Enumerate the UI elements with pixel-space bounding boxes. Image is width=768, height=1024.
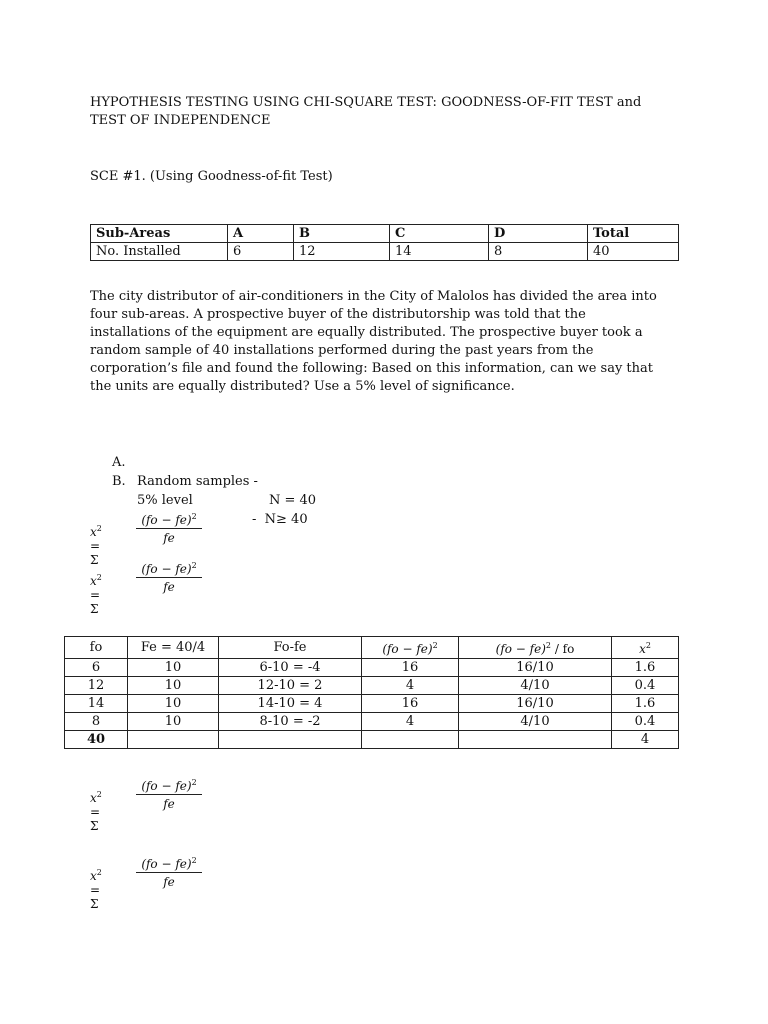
formula-numerator: (fo − fe)$^2$ xyxy=(136,778,202,795)
table-cell: 0.4 xyxy=(612,677,679,695)
table-cell: 40 xyxy=(588,243,679,261)
formula-fraction xyxy=(136,856,202,889)
formula-numerator: (fo − fe)$^2$ xyxy=(136,561,202,578)
list-value: - N≥ 40 xyxy=(252,512,308,527)
formula-lhs: $x^2 = \Sigma$ xyxy=(90,573,102,616)
table-cell: 10 xyxy=(128,713,219,731)
paragraph-line: four sub-areas. A prospective buyer of the distributorship was told that the xyxy=(90,307,586,322)
formula-lhs: $x^2 = \Sigma$ xyxy=(90,868,102,911)
list-value: N = 40 xyxy=(269,493,317,508)
table-cell: 16/10 xyxy=(459,695,612,713)
table-cell: 14 xyxy=(390,243,489,261)
table-cell: 16 xyxy=(362,695,459,713)
table-cell: fo xyxy=(65,637,128,659)
table-cell: 4 xyxy=(362,713,459,731)
computation-table xyxy=(64,636,679,749)
table-row xyxy=(91,243,679,261)
table-header-row xyxy=(91,225,679,243)
paragraph-line: installations of the equipment are equally distributed. The prospective buyer took a xyxy=(90,325,643,340)
formula-lhs: $x^2 = \Sigma$ xyxy=(90,790,102,833)
table-cell: 40 xyxy=(65,731,128,749)
table-cell: D xyxy=(489,225,588,243)
document-title xyxy=(90,94,690,130)
table-row xyxy=(65,695,679,713)
table-cell: 8-10 = -2 xyxy=(219,713,362,731)
table-cell: 6 xyxy=(228,243,294,261)
table-cell: 10 xyxy=(128,659,219,677)
table-cell: 0.4 xyxy=(612,713,679,731)
table-cell xyxy=(459,731,612,749)
table-cell: Fo-fe xyxy=(219,637,362,659)
sub-areas-table xyxy=(90,224,679,261)
formula-fraction xyxy=(136,778,202,811)
list-text: Random samples - xyxy=(137,474,258,489)
table-cell: 10 xyxy=(128,677,219,695)
table-cell xyxy=(219,731,362,749)
table-cell: A xyxy=(228,225,294,243)
list-marker: A. xyxy=(112,455,126,470)
formula-denominator: fe xyxy=(163,531,175,545)
table-cell: C xyxy=(390,225,489,243)
table-cell: Total xyxy=(588,225,679,243)
table-cell: 1.6 xyxy=(612,695,679,713)
paragraph-line: The city distributor of air-conditioners in the City of Malolos has divided the area into xyxy=(90,289,657,304)
list-text: 5% level xyxy=(137,493,193,508)
table-cell: 16 xyxy=(362,659,459,677)
title-line-1: HYPOTHESIS TESTING USING CHI-SQUARE TEST: GOODNESS-OF-FIT TEST and xyxy=(90,95,642,110)
problem-paragraph xyxy=(90,288,680,396)
paragraph-line: corporation’s file and found the following: Based on this information, can we say that xyxy=(90,361,653,376)
table-cell: 12 xyxy=(65,677,128,695)
table-row xyxy=(65,677,679,695)
formula-lhs: $x^2 = \Sigma$ xyxy=(90,524,102,567)
formula-fraction xyxy=(136,561,202,594)
table-cell: 14 xyxy=(65,695,128,713)
table-row xyxy=(65,659,679,677)
formula-denominator: fe xyxy=(163,875,175,889)
table-cell: Sub-Areas xyxy=(91,225,228,243)
table-cell: 12 xyxy=(294,243,390,261)
sce-label: SCE #1. (Using Goodness-of-fit Test) xyxy=(90,169,333,184)
table-cell: 12-10 = 2 xyxy=(219,677,362,695)
paragraph-line: random sample of 40 installations performed during the past years from the xyxy=(90,343,594,358)
formula-numerator: (fo − fe)$^2$ xyxy=(136,856,202,873)
table-cell: 16/10 xyxy=(459,659,612,677)
table-cell: 8 xyxy=(65,713,128,731)
table-cell: B xyxy=(294,225,390,243)
table-cell: (fo − fe)$^2$ / fo xyxy=(459,637,612,659)
table-cell: 1.6 xyxy=(612,659,679,677)
table-cell: 4/10 xyxy=(459,677,612,695)
table-cell: 4 xyxy=(612,731,679,749)
table-cell: 4/10 xyxy=(459,713,612,731)
table-cell: Fe = 40/4 xyxy=(128,637,219,659)
table-cell: 4 xyxy=(362,677,459,695)
table-cell xyxy=(128,731,219,749)
title-line-2: TEST OF INDEPENDENCE xyxy=(90,113,271,128)
formula-fraction xyxy=(136,512,202,545)
list-marker: B. xyxy=(112,474,126,489)
table-cell: 14-10 = 4 xyxy=(219,695,362,713)
formula-numerator: (fo − fe)$^2$ xyxy=(136,512,202,529)
table-cell: No. Installed xyxy=(91,243,228,261)
table-cell: 6-10 = -4 xyxy=(219,659,362,677)
table-header-row xyxy=(65,637,679,659)
table-cell: 10 xyxy=(128,695,219,713)
formula-denominator: fe xyxy=(163,580,175,594)
table-cell: 8 xyxy=(489,243,588,261)
paragraph-line: the units are equally distributed? Use a 5% level of significance. xyxy=(90,379,515,394)
formula-denominator: fe xyxy=(163,797,175,811)
table-cell xyxy=(362,731,459,749)
table-cell: 6 xyxy=(65,659,128,677)
table-row xyxy=(65,713,679,731)
table-cell: $x^2$ xyxy=(612,637,679,659)
table-cell: (fo − fe)$^2$ xyxy=(362,637,459,659)
table-total-row xyxy=(65,731,679,749)
